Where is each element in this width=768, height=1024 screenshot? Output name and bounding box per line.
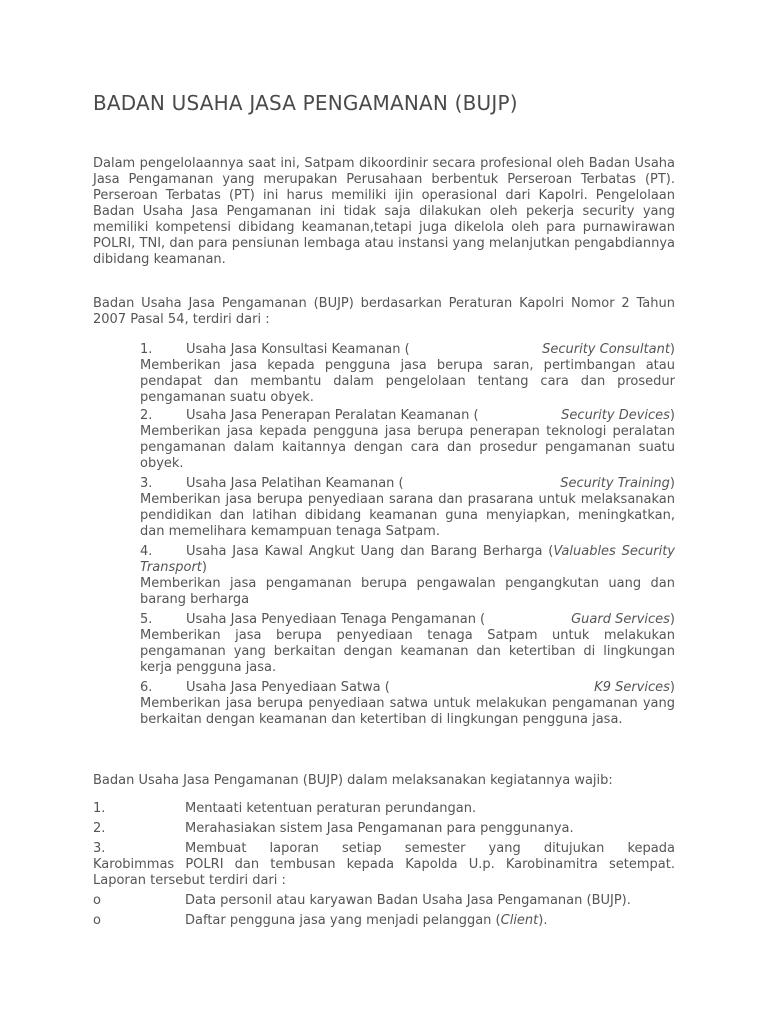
service-name: Usaha Jasa Kawal Angkut Uang dan Barang Berharga ( bbox=[186, 544, 554, 559]
service-english-name: Security Training bbox=[560, 476, 670, 491]
service-english-name: K9 Services bbox=[594, 680, 670, 695]
service-english-name: Security Consultant bbox=[542, 342, 670, 357]
service-description: Memberikan jasa kepada pengguna jasa berupa saran, pertimbangan atau pendapat dan membantu dalam pengelolaan tentang cara dan prosedur pengamanan suatu obyek. bbox=[140, 358, 675, 405]
service-number: 3. bbox=[140, 476, 153, 491]
obligation-item bbox=[93, 821, 675, 837]
obligation-text: Merahasiakan sistem Jasa Pengamanan para penggunanya. bbox=[185, 821, 574, 836]
report-item: o Daftar pengguna jasa yang menjadi pelanggan (Client). bbox=[93, 913, 548, 928]
obligation-number: 2. bbox=[93, 821, 106, 836]
obligation-number: 3. bbox=[93, 841, 106, 856]
service-number: 2. bbox=[140, 408, 153, 423]
service-item: 2. Usaha Jasa Penerapan Peralatan Keamanan ( Security Devices) Memberikan jasa kepada pengguna jasa berupa penerapan teknologi peralatan pengamanan dalam kaitannya dengan cara dan prosedur pengamanan suatu obyek. bbox=[140, 408, 675, 471]
service-name: Usaha Jasa Konsultasi Keamanan ( bbox=[186, 342, 410, 357]
report-item-text: Data personil atau karyawan Badan Usaha Jasa Pengamanan (BUJP). bbox=[185, 893, 631, 908]
obligations-list bbox=[93, 801, 675, 933]
service-item: 4. Usaha Jasa Kawal Angkut Uang dan Barang Berharga (Valuables Security Transport) Memberikan jasa pengamanan berupa pengawalan pengangkutan uang dan barang berharga bbox=[140, 544, 675, 607]
service-number: 5. bbox=[140, 612, 153, 627]
service-description: Memberikan jasa berupa penyediaan satwa untuk melakukan pengamanan yang berkaitan dengan keamanan dan ketertiban di lingkungan pengguna jasa. bbox=[140, 696, 675, 727]
service-description: Memberikan jasa berupa penyediaan sarana dan prasarana untuk melaksanakan pendidikan dan latihan dibidang keamanan guna menyiapkan, meningkatkan, dan memelihara kemampuan tenaga Satpam. bbox=[140, 492, 675, 539]
service-item: 3. Usaha Jasa Pelatihan Keamanan ( Security Training) Memberikan jasa berupa penyediaan sarana dan prasarana untuk melaksanakan pendidikan dan latihan dibidang keamanan guna menyiapkan, meningkatkan, dan memelihara kemampuan tenaga Satpam. bbox=[140, 476, 675, 539]
services-list bbox=[140, 342, 675, 731]
basis-paragraph: Badan Usaha Jasa Pengamanan (BUJP) berdasarkan Peraturan Kapolri Nomor 2 Tahun 2007 Pasal 54, terdiri dari : bbox=[93, 296, 675, 327]
service-english-name: Security Devices bbox=[561, 408, 670, 423]
intro-paragraph: Dalam pengelolaannya saat ini, Satpam dikoordinir secara profesional oleh Badan Usaha Jasa Pengamanan yang merupakan Perusahaan berbentuk Perseroan Terbatas (PT). Perseroan Terbatas (PT) ini harus memiliki ijin operasional dari Kapolri. Pengelolaan Badan Usaha Jasa Pengamanan ini tidak saja dilakukan oleh pekerja security yang memiliki kompetensi dibidang keamanan,tetapi juga dikelola oleh para purnawirawan POLRI, TNI, dan para pensiunan lembaga atau instansi yang melanjutkan pengabdiannya dibidang keamanan. bbox=[93, 156, 675, 267]
service-description: Memberikan jasa berupa penyediaan tenaga Satpam untuk melakukan pengamanan yang berkaitan dengan keamanan dan ketertiban di lingkungan kerja pengguna jasa. bbox=[140, 628, 675, 675]
service-number: 1. bbox=[140, 342, 153, 357]
obligation-item bbox=[93, 801, 675, 817]
report-item-english: Client bbox=[500, 913, 539, 928]
obligation-item bbox=[93, 841, 675, 889]
obligation-text: Mentaati ketentuan peraturan perundangan. bbox=[185, 801, 477, 816]
obligation-text: Membuat laporan setiap semester yang ditujukan kepada bbox=[185, 841, 675, 856]
service-description: Memberikan jasa pengamanan berupa pengawalan pengangkutan uang dan barang berharga bbox=[140, 576, 675, 607]
service-number: 6. bbox=[140, 680, 153, 695]
service-number: 4. bbox=[140, 544, 153, 559]
service-name: Usaha Jasa Pelatihan Keamanan ( bbox=[186, 476, 404, 491]
service-english-name: Guard Services bbox=[571, 612, 670, 627]
service-description: Memberikan jasa kepada pengguna jasa berupa penerapan teknologi peralatan pengamanan dalam kaitannya dengan cara dan prosedur pengamanan suatu obyek. bbox=[140, 424, 675, 471]
obligation-paragraph: Badan Usaha Jasa Pengamanan (BUJP) dalam melaksanakan kegiatannya wajib: bbox=[93, 773, 613, 788]
obligation-text-continued: Karobimmas POLRI dan tembusan kepada Kapolda U.p. Karobinamitra setempat. Laporan tersebut terdiri dari : bbox=[93, 857, 675, 888]
document-title: BADAN USAHA JASA PENGAMANAN (BUJP) bbox=[93, 91, 518, 115]
service-name: Usaha Jasa Penerapan Peralatan Keamanan ( bbox=[186, 408, 479, 423]
obligation-number: 1. bbox=[93, 801, 106, 816]
report-item-text: Daftar pengguna jasa yang menjadi pelanggan ( bbox=[185, 913, 501, 928]
service-english-name: Valuables Security Transport bbox=[140, 544, 675, 575]
service-item: 1. Usaha Jasa Konsultasi Keamanan ( Security Consultant) Memberikan jasa kepada pengguna jasa berupa saran, pertimbangan atau pendapat dan membantu dalam pengelolaan tentang cara dan prosedur pengamanan suatu obyek. bbox=[140, 342, 675, 405]
bullet-icon: o bbox=[93, 913, 101, 928]
report-item bbox=[93, 893, 675, 909]
service-item: 6. Usaha Jasa Penyediaan Satwa ( K9 Services) Memberikan jasa berupa penyediaan satwa untuk melakukan pengamanan yang berkaitan dengan keamanan dan ketertiban di lingkungan pengguna jasa. bbox=[140, 680, 675, 727]
bullet-icon: o bbox=[93, 893, 101, 908]
service-name: Usaha Jasa Penyediaan Tenaga Pengamanan ( bbox=[186, 612, 486, 627]
service-item: 5. Usaha Jasa Penyediaan Tenaga Pengamanan ( Guard Services) Memberikan jasa berupa penyediaan tenaga Satpam untuk melakukan pengamanan yang berkaitan dengan keamanan dan ketertiban di lingkungan kerja pengguna jasa. bbox=[140, 612, 675, 675]
service-name: Usaha Jasa Penyediaan Satwa ( bbox=[186, 680, 390, 695]
